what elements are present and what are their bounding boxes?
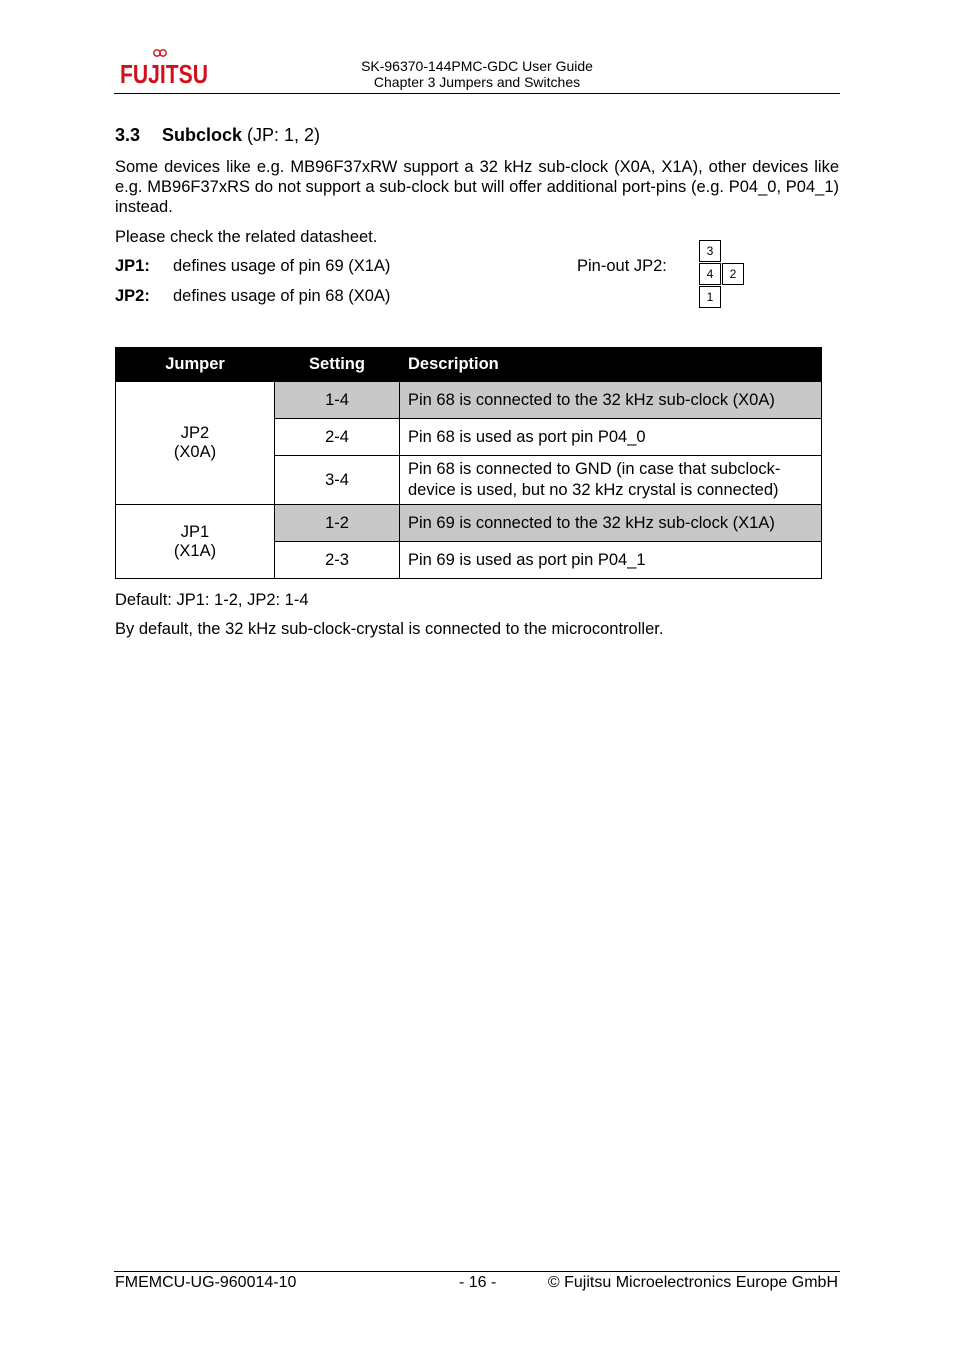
- description-cell: Pin 68 is connected to the 32 kHz sub-clock (X0A): [400, 382, 822, 419]
- header-jumper: Jumper: [116, 348, 275, 382]
- jp2-definition: [115, 287, 390, 306]
- chapter-title: Chapter 3 Jumpers and Switches: [373, 74, 581, 90]
- pin-1: 1: [699, 286, 721, 308]
- jp2-text: defines usage of pin 68 (X0A): [173, 287, 391, 305]
- description-cell: Pin 68 is connected to GND (in case that subclock-device is used, but no 32 kHz crystal is connected): [400, 456, 822, 505]
- jumper-cell-jp1: [116, 505, 275, 579]
- jumper-table: [115, 347, 822, 579]
- section-suffix: (JP: 1, 2): [242, 125, 321, 145]
- pinout-label: Pin-out JP2:: [577, 257, 667, 275]
- header-divider: [114, 93, 840, 94]
- logo-wordmark: FUJITSU: [120, 59, 208, 89]
- description-cell: Pin 69 is connected to the 32 kHz sub-clock (X1A): [400, 505, 822, 542]
- setting-cell: 3-4: [275, 456, 400, 505]
- jumper-pin: (X1A): [173, 541, 217, 560]
- footer-doc-id: FMEMCU-UG-960014-10: [115, 1274, 297, 1291]
- header-setting: Setting: [275, 348, 400, 382]
- pin-3: 3: [699, 240, 721, 262]
- setting-cell: 1-2: [275, 505, 400, 542]
- setting-cell: 1-4: [275, 382, 400, 419]
- setting-cell: 2-4: [275, 419, 400, 456]
- default-setting: Default: JP1: 1-2, JP2: 1-4: [115, 591, 309, 609]
- datasheet-note: Please check the related datasheet.: [115, 228, 378, 246]
- footer-copyright: © Fujitsu Microelectronics Europe GmbH: [547, 1274, 838, 1291]
- table-header-row: [116, 348, 822, 382]
- fujitsu-logo: [120, 47, 212, 91]
- jp2-label: JP2:: [115, 287, 150, 305]
- intro-paragraph: Some devices like e.g. MB96F37xRW support a 32 kHz sub-clock (X0A, X1A), other devices like e.g. MB96F37xRS do not support a sub-clock but will offer additional port-pins (e.g. P04_0, P04_1) instead.: [115, 158, 839, 216]
- jp1-label: JP1:: [115, 257, 150, 275]
- jp1-text: defines usage of pin 69 (X1A): [173, 257, 391, 275]
- default-description: By default, the 32 kHz sub-clock-crystal is connected to the microcontroller.: [115, 620, 664, 638]
- setting-cell: 2-3: [275, 542, 400, 579]
- jumper-name: JP2: [180, 424, 210, 442]
- jumper-name: JP1: [180, 522, 210, 541]
- jumper-cell-jp2: [116, 382, 275, 505]
- description-cell: Pin 69 is used as port pin P04_1: [400, 542, 822, 579]
- header-description: Description: [400, 348, 822, 382]
- table-row: [116, 382, 822, 419]
- pin-4: 4: [699, 263, 721, 285]
- description-cell: Pin 68 is used as port pin P04_0: [400, 419, 822, 456]
- page-number: - 16 -: [459, 1274, 497, 1291]
- doc-title: SK-96370-144PMC-GDC User Guide: [361, 58, 593, 74]
- footer-divider: [114, 1271, 840, 1272]
- section-title: Subclock: [162, 125, 243, 145]
- jumper-pin: (X0A): [173, 443, 217, 461]
- section-number: 3.3: [115, 125, 141, 145]
- pin-2: 2: [722, 263, 744, 285]
- table-row: [116, 505, 822, 542]
- section-heading: [115, 125, 320, 146]
- jp1-definition: [115, 257, 390, 276]
